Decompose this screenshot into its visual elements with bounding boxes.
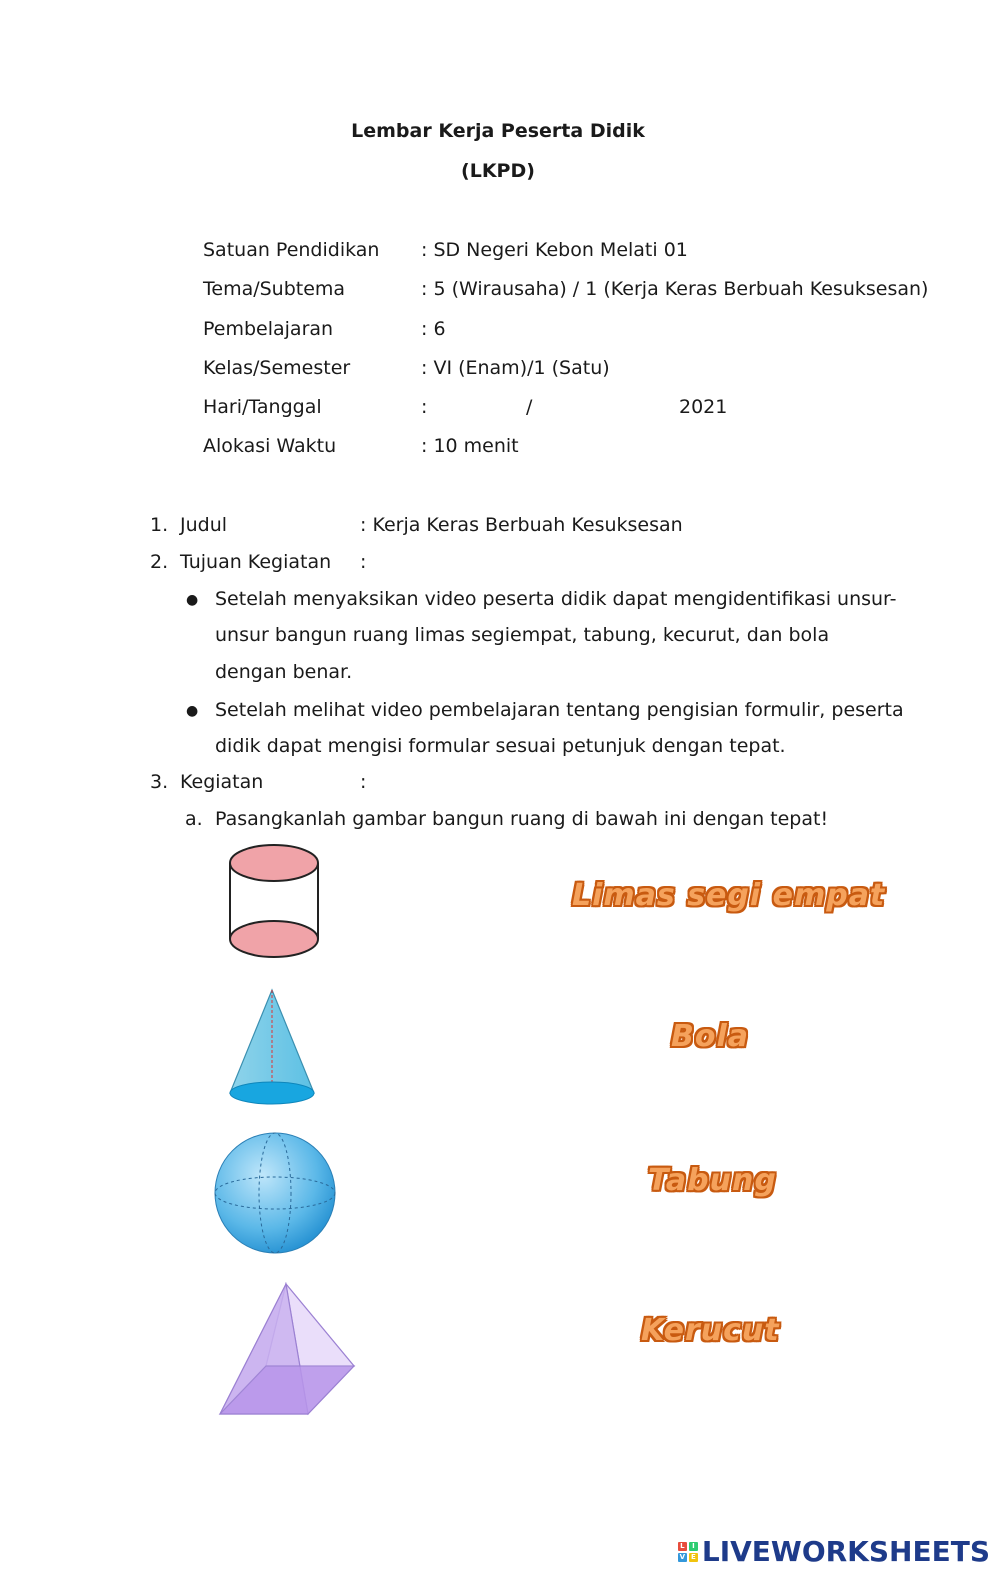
section-label: Kegiatan (180, 771, 264, 793)
info-value: : 5 (Wirausaha) / 1 (Kerja Keras Berbuah Kesuksesan) (421, 278, 929, 300)
bullet-text: dengan benar. (215, 661, 353, 683)
info-label: Satuan Pendidikan (203, 239, 380, 261)
page-subtitle: (LKPD) (461, 160, 535, 182)
section-number: 2. (150, 551, 169, 573)
info-label: Kelas/Semester (203, 357, 351, 379)
liveworksheets-logo[interactable] (678, 1535, 990, 1568)
date-year: 2021 (679, 396, 728, 418)
info-label: Alokasi Waktu (203, 435, 337, 457)
section-value: : Kerja Keras Berbuah Kesuksesan (360, 514, 683, 536)
section-value: : (360, 771, 367, 793)
answer-option[interactable]: Bola (671, 1019, 750, 1054)
sub-item-letter: a. (185, 808, 203, 830)
cylinder-icon[interactable] (222, 840, 326, 962)
answer-option[interactable]: Kerucut (641, 1313, 780, 1348)
section-label: Judul (180, 514, 228, 536)
bullet-text: didik dapat mengisi formular sesuai petunjuk dengan tepat. (215, 735, 786, 757)
section-label: Tujuan Kegiatan (180, 551, 332, 573)
bullet-dot: ● (186, 703, 199, 719)
info-value: : 10 menit (421, 435, 519, 457)
bullet-dot: ● (186, 592, 199, 608)
sub-item-text: Pasangkanlah gambar bangun ruang di bawah ini dengan tepat! (215, 808, 829, 830)
brand-name: LIVEWORKSHEETS (701, 1535, 990, 1568)
info-value: : SD Negeri Kebon Melati 01 (421, 239, 688, 261)
date-slash: / (526, 396, 533, 418)
section-number: 3. (150, 771, 169, 793)
page-title: Lembar Kerja Peserta Didik (351, 120, 645, 142)
bullet-text: unsur bangun ruang limas segiempat, tabung, kecurut, dan bola (215, 624, 830, 646)
logo-tile: L (678, 1542, 687, 1551)
logo-tiles-icon (678, 1542, 698, 1562)
bullet-text: Setelah menyaksikan video peserta didik dapat mengidentifikasi unsur- (215, 588, 897, 610)
info-label: Pembelajaran (203, 318, 334, 340)
info-label: Hari/Tanggal (203, 396, 322, 418)
info-value: : 6 (421, 318, 446, 340)
info-value: : (421, 396, 428, 418)
bullet-text: Setelah melihat video pembelajaran tentang pengisian formulir, peserta (215, 699, 904, 721)
info-label: Tema/Subtema (203, 278, 346, 300)
section-value: : (360, 551, 367, 573)
logo-tile: V (679, 1552, 686, 1561)
pyramid-icon[interactable] (214, 1280, 358, 1424)
section-number: 1. (150, 514, 169, 536)
answer-option[interactable]: Tabung (648, 1163, 777, 1198)
logo-tile: E (689, 1553, 698, 1562)
cone-icon[interactable] (226, 986, 318, 1110)
answer-option[interactable]: Limas segi empat (572, 878, 886, 913)
info-value: : VI (Enam)/1 (Satu) (421, 357, 610, 379)
logo-tile: I (689, 1542, 698, 1551)
sphere-icon[interactable] (212, 1130, 338, 1256)
